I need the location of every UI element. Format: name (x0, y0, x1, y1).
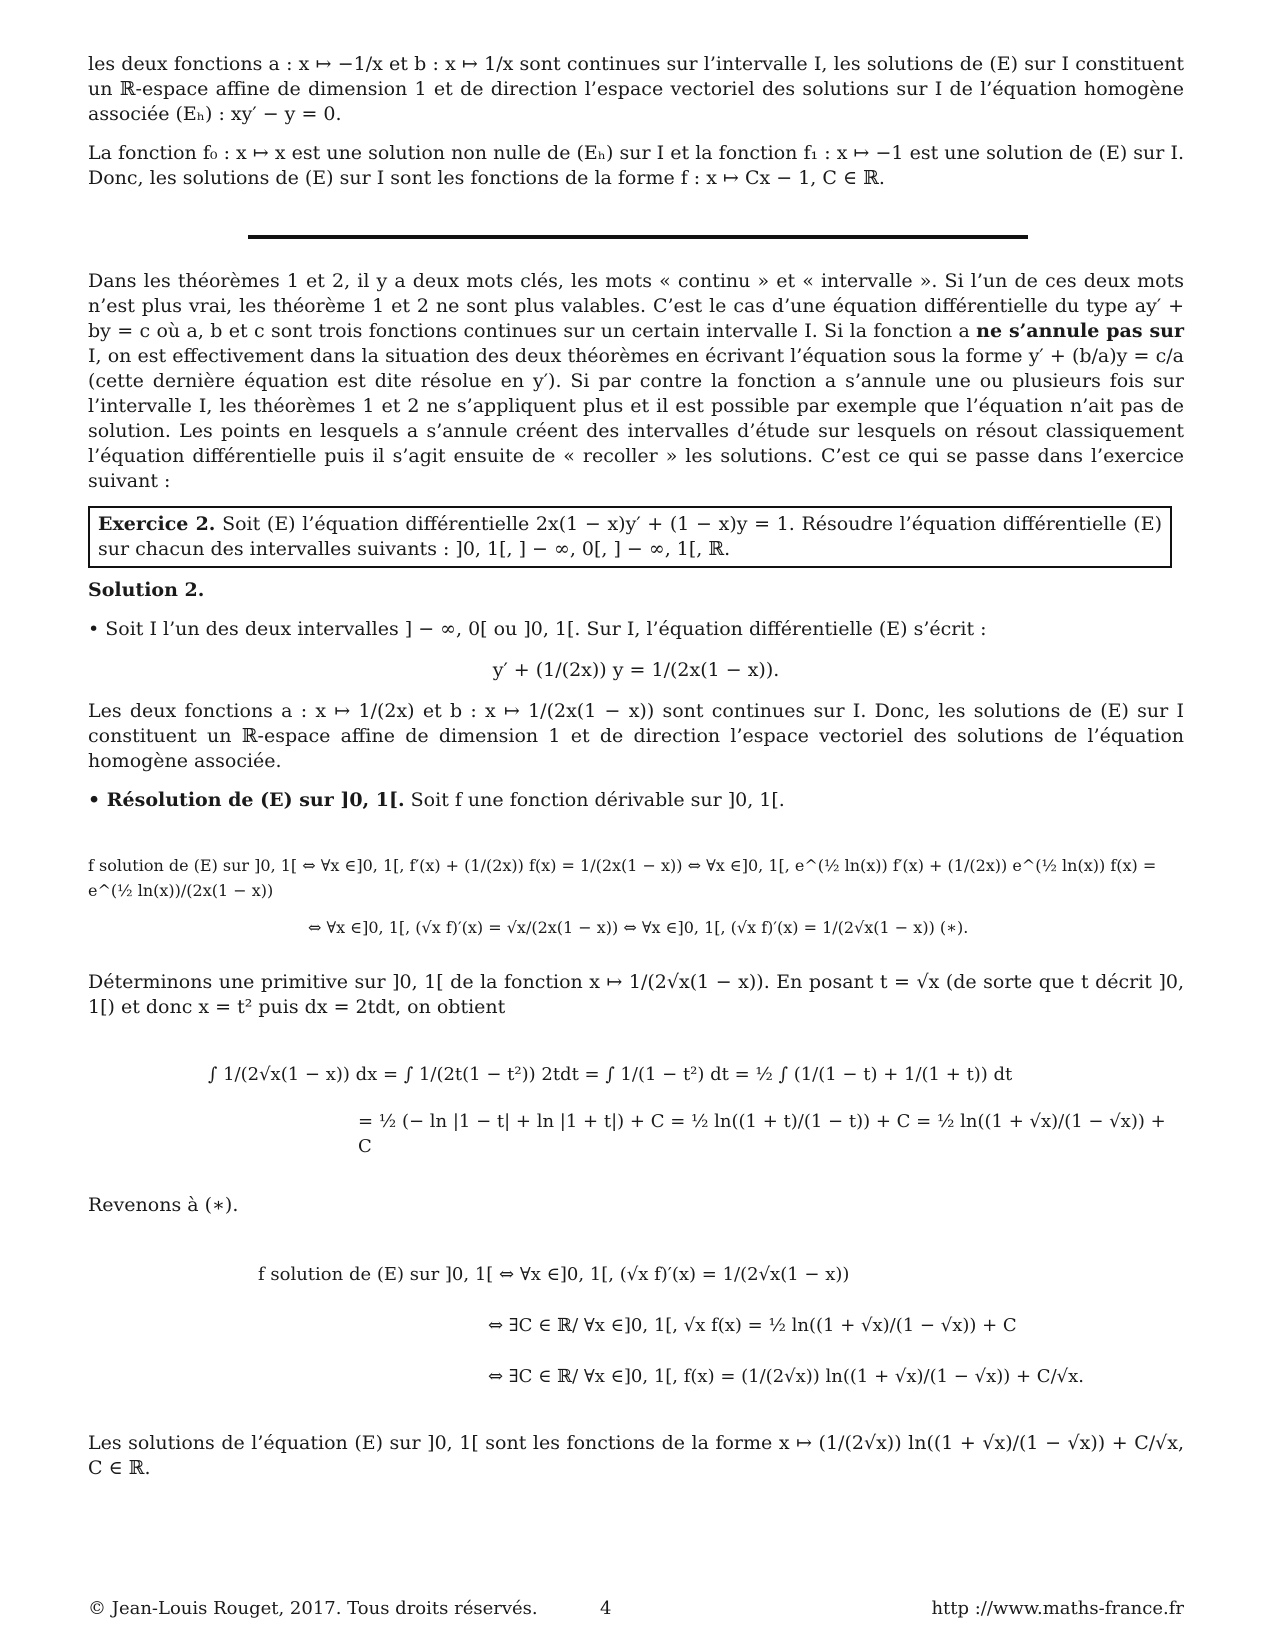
bold-phrase: ne s’annule pas sur (976, 320, 1184, 342)
exercise-text: Soit (E) l’équation différentielle 2x(1 − x)y′ + (1 − x)y = 1. Résoudre l’équation différentielle (E) sur chacun des intervalles suivants : ]0, 1[, ] − ∞, 0[, ] − ∞, 1[, ℝ. (98, 513, 1162, 560)
exercise-box (88, 506, 1172, 568)
equation-2a: f solution de (E) sur ]0, 1[ ⇔ ∀x ∈]0, 1[, f′(x) + (1/(2x)) f(x) = 1/(2x(1 − x)) ⇔ ∀x ∈]0, 1[, e^(½ ln(x)) f′(x) + (1/(2x)) e^(½ ln(x)) f(x) = e^(½ ln(x))/(2x(1 − x)) (88, 856, 1157, 900)
footer-url[interactable]: http ://www.maths-france.fr (931, 1598, 1184, 1619)
paragraph-affine-space: les deux fonctions a : x ↦ −1/x et b : x ↦ 1/x sont continues sur l’intervalle I, les solutions de (E) sur I constituent un ℝ-espace affine de dimension 1 et de direction l’espace vectoriel des solutions sur I de l’équation homogène associée (Eₕ) : xy′ − y = 0. (88, 53, 1184, 125)
equation-2b: ⇔ ∀x ∈]0, 1[, (√x f)′(x) = √x/(2x(1 − x)) ⇔ ∀x ∈]0, 1[, (√x f)′(x) = 1/(2√x(1 − x)) (∗). (308, 918, 969, 937)
bullet-resolution: • Résolution de (E) sur ]0, 1[. Soit f une fonction dérivable sur ]0, 1[. (88, 789, 785, 811)
paragraph-solutions-form: La fonction f₀ : x ↦ x est une solution non nulle de (Eₕ) sur I et la fonction f₁ : x ↦ −1 est une solution de (E) sur I. Donc, les solutions de (E) sur I sont les fonctions de la forme f : x ↦ Cx − 1, C ∈ ℝ. (88, 142, 1184, 189)
bullet-intervals: • Soit I l’un des deux intervalles ] − ∞, 0[ ou ]0, 1[. Sur I, l’équation différentielle (E) s’écrit : (88, 618, 987, 640)
equation-resolved: y′ + (1/(2x)) y = 1/(2x(1 − x)). (492, 659, 780, 681)
footer-page-number: 4 (600, 1598, 612, 1619)
paragraph-back-to-star: Revenons à (∗). (88, 1194, 239, 1216)
paragraph-primitive: Déterminons une primitive sur ]0, 1[ de la fonction x ↦ 1/(2√x(1 − x)). En posant t = √x (de sorte que t décrit ]0, 1[) et donc x = t² puis dx = 2tdt, on obtient (88, 971, 1184, 1018)
equation-3b: = ½ (− ln |1 − t| + ln |1 + t|) + C = ½ ln((1 + t)/(1 − t)) + C = ½ ln((1 + √x)/(1 − √x)) + C (358, 1111, 1166, 1157)
equation-block-1 (88, 853, 1184, 940)
equation-4b: ⇔ ∃C ∈ ℝ/ ∀x ∈]0, 1[, √x f(x) = ½ ln((1 + √x)/(1 − √x)) + C (488, 1315, 1017, 1336)
equation-4a: f solution de (E) sur ]0, 1[ ⇔ ∀x ∈]0, 1[, (√x f)′(x) = 1/(2√x(1 − x)) (258, 1264, 850, 1285)
equation-4c: ⇔ ∃C ∈ ℝ/ ∀x ∈]0, 1[, f(x) = (1/(2√x)) ln((1 + √x)/(1 − √x)) + C/√x. (488, 1366, 1084, 1387)
document-page (88, 52, 1184, 1481)
paragraph-continuity: Les deux fonctions a : x ↦ 1/(2x) et b : x ↦ 1/(2x(1 − x)) sont continues sur I. Donc, les solutions de (E) sur I constituent un ℝ-espace affine de dimension 1 et de direction l’espace vectoriel des solutions de l’équation homogène associée. (88, 700, 1184, 772)
page-footer (88, 1596, 1184, 1622)
equation-block-integral (88, 1062, 1184, 1159)
equation-3a: ∫ 1/(2√x(1 − x)) dx = ∫ 1/(2t(1 − t²)) 2tdt = ∫ 1/(1 − t²) dt = ½ ∫ (1/(1 − t) + 1/(1 + t)) dt (208, 1064, 1013, 1085)
paragraph-theorems-intro: Dans les théorèmes 1 et 2, il y a deux mots clés, les mots « continu » et « intervalle ». Si l’un de ces deux mots n’est plus vrai, les théorème 1 et 2 ne sont plus valables. C’est le cas d’une équation différentielle du type ay′ + by = c où a, b et c sont trois fonctions continues sur un certain intervalle I. Si la fonction a ne s’annule pas sur I, on est effectivement dans la situation des deux théorèmes en écrivant l’équation sous la forme y′ + (b/a)y = c/a (cette dernière équation est dite résolue en y′). Si par contre la fonction a s’annule une ou plusieurs fois sur l’intervalle I, les théorèmes 1 et 2 ne s’appliquent plus et il est possible par exemple que l’équation n’ait pas de solution. Les points en lesquels a s’annule créent des intervalles d’étude sur lesquels on résout classiquement l’équation différentielle puis il s’agit ensuite de « recoller » les solutions. C’est ce qui se passe dans l’exercice suivant : (88, 270, 1184, 492)
paragraph-conclusion: Les solutions de l’équation (E) sur ]0, 1[ sont les fonctions de la forme x ↦ (1/(2√x)) ln((1 + √x)/(1 − √x)) + C/√x, C ∈ ℝ. (88, 1432, 1184, 1479)
footer-copyright: © Jean-Louis Rouget, 2017. Tous droits réservés. (88, 1598, 538, 1619)
equation-block-final (88, 1262, 1184, 1389)
exercise-label: Exercice 2. (98, 513, 216, 535)
section-divider (248, 235, 1028, 239)
solution-title: Solution 2. (88, 579, 205, 601)
